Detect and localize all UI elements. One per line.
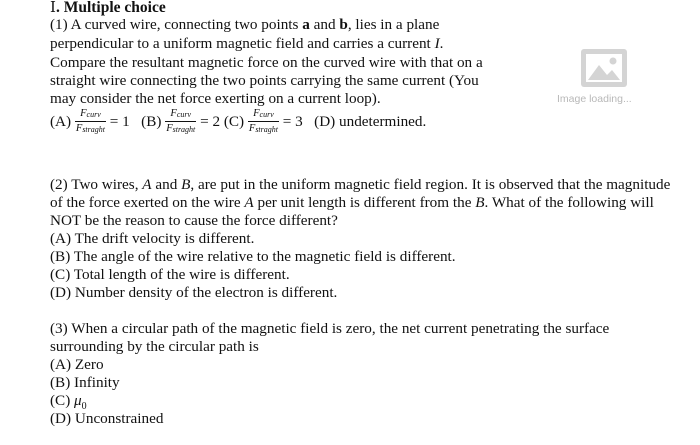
mu-symbol: μ [74, 392, 82, 409]
section-numeral: I [50, 0, 56, 16]
image-icon [580, 48, 628, 88]
wire-b-label: B [181, 176, 191, 193]
q3-line-1: (3) When a circular path of the magnetic field is zero, the net current penetrating the surface [50, 320, 610, 337]
q2-line-2: of the force exerted on the wire A per unit length is different from the B. What of the following will [50, 194, 654, 211]
q3-option-a[interactable]: (A) Zero [50, 356, 104, 373]
q2-option-a[interactable]: (A) The drift velocity is different. [50, 230, 255, 247]
q1-option-d[interactable]: (D) undetermined. [314, 113, 427, 130]
force-ratio: $\frac{F_{curv}}{F_{straght}}$ [248, 107, 278, 134]
q2-line-1: (2) Two wires, A and B, are put in the uniform magnetic field region. It is observed that the magnitude [50, 176, 671, 193]
image-placeholder [580, 48, 628, 88]
point-a: a [302, 16, 310, 33]
q3-option-c[interactable]: (C) $\mu_0$ [50, 392, 87, 413]
q1-option-b[interactable]: (B) $\frac{F_{curv}}{F_{straght}}$ = 2 [141, 107, 221, 134]
force-ratio: $\frac{F_{curv}}{F_{straght}}$ [166, 107, 196, 134]
q2-option-c[interactable]: (C) Total length of the wire is different. [50, 266, 290, 283]
q3-option-d[interactable]: (D) Unconstrained [50, 410, 164, 427]
q3-line-2: surrounding by the circular path is [50, 338, 259, 355]
section-title: . Multiple choice [55, 0, 166, 16]
wire-a-label: A [142, 176, 152, 193]
q1-line-5: may consider the net force exerting on a current loop). [50, 90, 381, 107]
q1-line-1: (1) A curved wire, connecting two points a and b, lies in a plane [50, 16, 440, 33]
q1-line-3: Compare the resultant magnetic force on the curved wire with that on a [50, 54, 483, 71]
q1-option-c[interactable]: (C) $\frac{F_{curv}}{F_{straght}}$ = 3 [223, 107, 303, 134]
q1-line-2: perpendicular to a uniform magnetic field and carries a current I. [50, 35, 444, 52]
q2-line-3: NOT be the reason to cause the force different? [50, 212, 338, 229]
q3-option-b[interactable]: (B) Infinity [50, 374, 120, 391]
q1-option-a[interactable]: (A) $\frac{F_{curv}}{F_{straght}}$ = 1 [50, 107, 130, 134]
section-heading [50, 0, 166, 17]
q2-option-d[interactable]: (D) Number density of the electron is different. [50, 284, 338, 301]
image-loading-caption: Image loading... [557, 93, 632, 105]
force-ratio: $\frac{F_{curv}}{F_{straght}}$ [75, 107, 105, 134]
point-b: b [339, 16, 348, 33]
q2-option-b[interactable]: (B) The angle of the wire relative to the magnetic field is different. [50, 248, 456, 265]
q1-line-4: straight wire connecting the two points carrying the same current (You [50, 72, 479, 89]
q1-options [50, 107, 426, 137]
current-symbol: I [434, 35, 440, 52]
